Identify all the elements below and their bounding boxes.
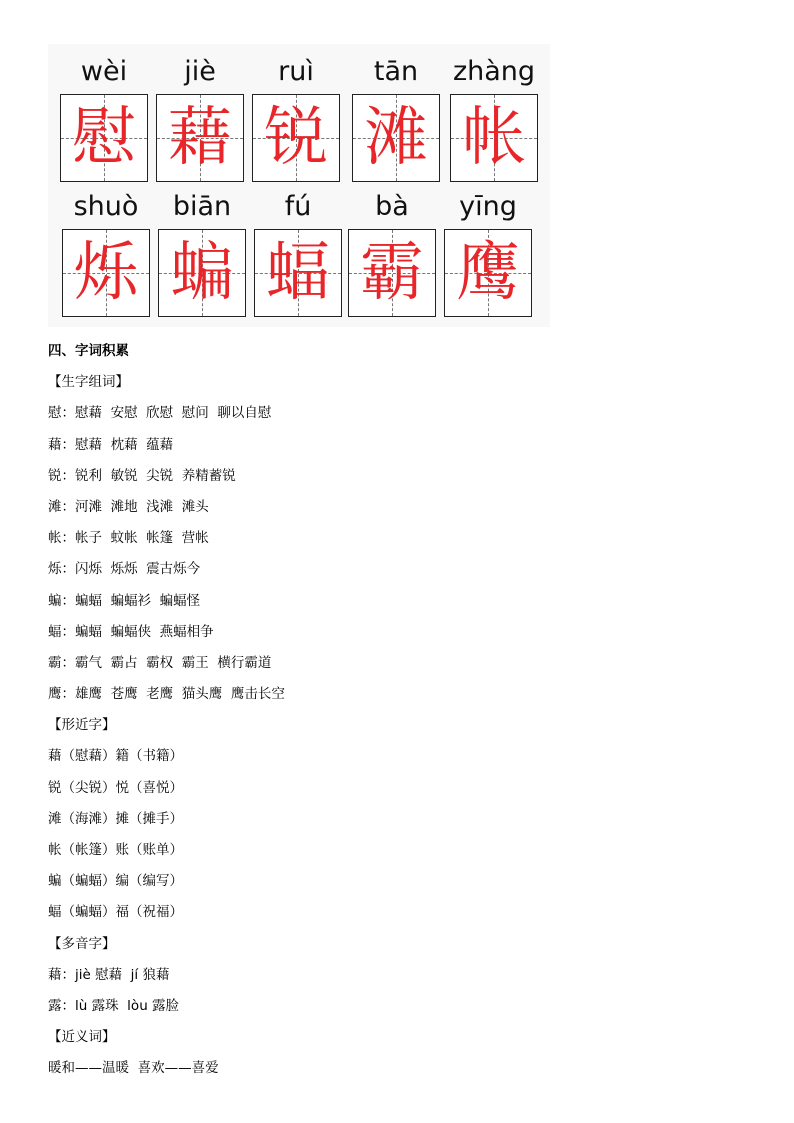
hanzi-char: 鹰 [456, 236, 520, 310]
tian-grid [352, 94, 440, 182]
similar-char-line: 滩（海滩）摊（摊手） [48, 810, 183, 827]
word-line: 滩：河滩 滩地 浅滩 滩头 [48, 498, 209, 515]
tian-grid [254, 229, 342, 317]
hanzi-char: 慰 [72, 101, 136, 175]
word-line: 锐：锐利 敏锐 尖锐 养精蓄锐 [48, 467, 236, 484]
word-line: 蝠：蝙蝠 蝙蝠侠 燕蝠相争 [48, 623, 214, 640]
tian-grid [252, 94, 340, 182]
subheading-new-words: 【生字组词】 [48, 374, 129, 391]
pinyin-label: biān [172, 191, 232, 222]
pinyin-label: yīng [459, 191, 517, 222]
section-title: 四、字词积累 [48, 343, 129, 359]
subheading-synonyms: 【近义词】 [48, 1029, 116, 1046]
similar-char-line: 藉（慰藉）籍（书籍） [48, 748, 183, 765]
hanzi-char: 蝙 [170, 236, 234, 310]
pinyin-label: ruì [278, 56, 314, 87]
word-line: 霸：霸气 霸占 霸权 霸王 横行霸道 [48, 654, 272, 671]
tian-grid [156, 94, 244, 182]
word-accumulation-section [48, 336, 748, 1085]
hanzi-char: 蝠 [266, 236, 330, 310]
hanzi-char: 滩 [364, 101, 428, 175]
pinyin-label: bà [375, 191, 409, 222]
polyphone-line: 露：lù 露珠 lòu 露脸 [48, 997, 180, 1014]
character-card-image [48, 44, 550, 327]
pinyin-label: tān [373, 56, 419, 87]
pinyin-label: jiè [184, 56, 216, 87]
tian-grid [158, 229, 246, 317]
word-line: 蝙：蝙蝠 蝙蝠衫 蝙蝠怪 [48, 592, 201, 609]
word-line: 慰：慰藉 安慰 欣慰 慰问 聊以自慰 [48, 405, 272, 422]
tian-grid [60, 94, 148, 182]
hanzi-char: 藉 [168, 101, 232, 175]
synonym-line: 暖和——温暖 喜欢——喜爱 [48, 1060, 219, 1077]
word-line: 鹰：雄鹰 苍鹰 老鹰 猫头鹰 鹰击长空 [48, 686, 285, 703]
hanzi-char: 帐 [462, 101, 526, 175]
tian-grid [348, 229, 436, 317]
tian-grid [444, 229, 532, 317]
word-line: 烁：闪烁 烁烁 震古烁今 [48, 561, 201, 578]
character-row-2 [48, 187, 550, 327]
similar-char-line: 帐（帐篷）账（账单） [48, 842, 183, 858]
similar-char-line: 蝠（蝙蝠）福（祝福） [48, 904, 183, 921]
pinyin-label: shuò [73, 191, 139, 222]
polyphone-line: 藉：jiè 慰藉 jí 狼藉 [48, 966, 170, 983]
subheading-similar-chars: 【形近字】 [48, 717, 116, 734]
hanzi-char: 烁 [74, 236, 138, 310]
hanzi-char: 锐 [264, 101, 328, 175]
similar-char-line: 锐（尖锐）悦（喜悦） [48, 779, 183, 796]
pinyin-label: wèi [80, 56, 128, 87]
hanzi-char: 霸 [360, 236, 424, 310]
pinyin-label: fú [284, 191, 312, 222]
word-line: 藉：慰藉 枕藉 蕴藉 [48, 436, 174, 453]
pinyin-label: zhàng [452, 56, 536, 87]
similar-char-line: 蝙（蝙蝠）编（编写） [48, 873, 183, 890]
word-line: 帐：帐子 蚊帐 帐篷 营帐 [48, 530, 209, 547]
character-row-1 [48, 52, 550, 192]
tian-grid [450, 94, 538, 182]
subheading-polyphones: 【多音字】 [48, 935, 116, 952]
tian-grid [62, 229, 150, 317]
